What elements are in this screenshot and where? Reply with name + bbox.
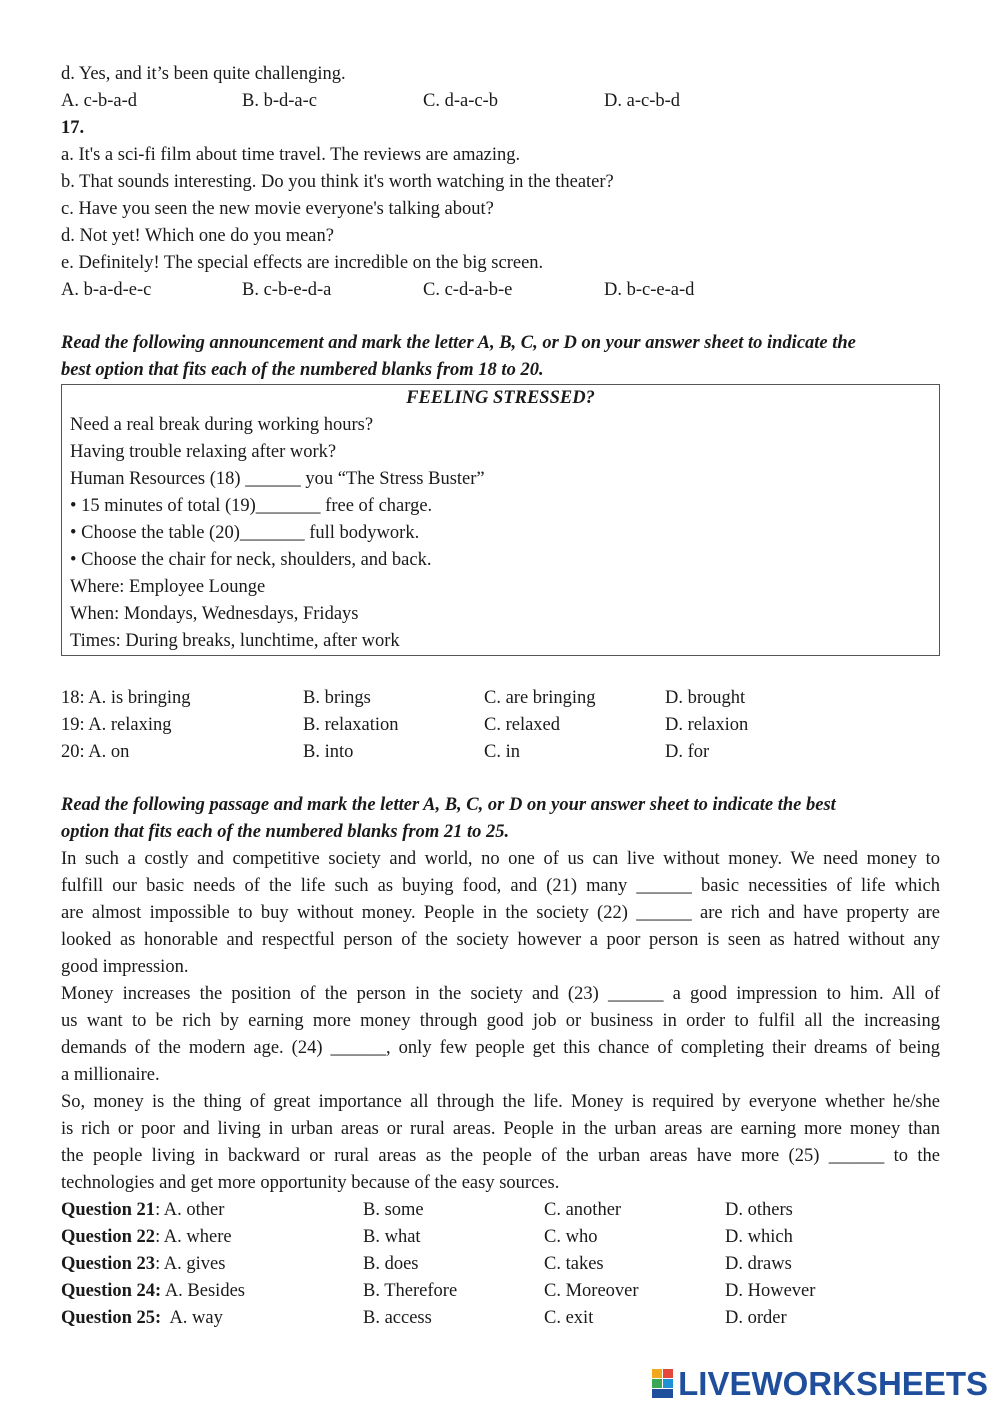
q23-row (61, 1251, 940, 1278)
q16-option-c[interactable]: C. d-a-c-b (423, 91, 498, 111)
q18-option-a[interactable]: 18: A. is bringing (61, 688, 191, 708)
q21-label: Question 21 (61, 1200, 156, 1220)
q23-option-a[interactable]: : A. gives (155, 1254, 226, 1274)
q25-option-d[interactable]: D. order (725, 1308, 787, 1328)
passage-line-blank-22: are almost impossible to buy without money. People in the society (22) ______ are rich and have property are (61, 903, 940, 923)
q17-option-a[interactable]: A. b-a-d-e-c (61, 280, 152, 300)
q25-option-c[interactable]: C. exit (544, 1308, 594, 1328)
q17-option-c[interactable]: C. c-d-a-b-e (423, 280, 513, 300)
q22-option-d[interactable]: D. which (725, 1227, 793, 1247)
passage-line-blank-24: demands of the modern age. (24) ______, only few people get this chance of completing their dreams of being (61, 1038, 940, 1058)
q25-option-a[interactable]: A. way (161, 1308, 223, 1328)
q17-options (61, 277, 940, 304)
q21-row (61, 1197, 940, 1224)
q23-option-b[interactable]: B. does (363, 1254, 419, 1274)
q23-label-group (61, 1251, 363, 1278)
announcement-instruction-line1: Read the following announcement and mark the letter A, B, C, or D on your answer sheet to indicate the (61, 333, 856, 353)
announcement-line: Where: Employee Lounge (70, 577, 266, 597)
q22-label-group (61, 1224, 363, 1251)
q17-line-a: a. It's a sci-fi film about time travel. The reviews are amazing. (61, 145, 521, 165)
passage-line-blank-25: the people living in backward or rural areas as the people of the urban areas have more (25) ______ to the (61, 1146, 940, 1166)
q18-option-d[interactable]: D. brought (665, 688, 746, 708)
q16-option-b[interactable]: B. b-d-a-c (242, 91, 317, 111)
logo-square-icon (652, 1369, 662, 1378)
q19-option-b[interactable]: B. relaxation (303, 715, 399, 735)
q25-option-b[interactable]: B. access (363, 1308, 432, 1328)
announcement-line-blank-20: • Choose the table (20)_______ full bodywork. (70, 523, 420, 543)
q21-option-c[interactable]: C. another (544, 1200, 622, 1220)
q20-option-a[interactable]: 20: A. on (61, 742, 130, 762)
logo-bar-icon (652, 1389, 673, 1398)
q17-line-e: e. Definitely! The special effects are incredible on the big screen. (61, 253, 544, 273)
q23-label: Question 23 (61, 1254, 156, 1274)
q22-row (61, 1224, 940, 1251)
q24-option-a[interactable]: A. Besides (161, 1281, 245, 1301)
passage-line: us want to be rich by earning more money through good job or business in order to fulfil all the increasing (61, 1011, 940, 1031)
liveworksheets-logo[interactable] (652, 1365, 988, 1403)
logo-square-icon (663, 1379, 673, 1388)
q24-option-c[interactable]: C. Moreover (544, 1281, 639, 1301)
q16-option-d[interactable]: D. a-c-b-d (604, 91, 681, 111)
q18-options (61, 685, 940, 712)
passage-line: So, money is the thing of great importance all through the life. Money is required by everyone whether he/she (61, 1092, 940, 1112)
q21-option-b[interactable]: B. some (363, 1200, 424, 1220)
announcement-line-blank-18: Human Resources (18) ______ you “The Stress Buster” (70, 469, 485, 489)
passage-line: is rich or poor and living in urban areas or rural areas. People in the urban areas are earning more money than (61, 1119, 940, 1139)
announcement-title: FEELING STRESSED? (406, 388, 595, 408)
passage-instruction-line2: option that fits each of the numbered blanks from 21 to 25. (61, 822, 510, 842)
passage-line-blank-23: Money increases the position of the person in the society and (23) ______ a good impression to him. All of (61, 984, 940, 1004)
q25-label: Question 25: (61, 1308, 162, 1328)
q19-options (61, 712, 940, 739)
q22-option-c[interactable]: C. who (544, 1227, 598, 1247)
q22-label: Question 22 (61, 1227, 156, 1247)
q25-label-group (61, 1305, 363, 1332)
q23-option-d[interactable]: D. draws (725, 1254, 792, 1274)
q17-line-b: b. That sounds interesting. Do you think it's worth watching in the theater? (61, 172, 614, 192)
passage-line: looked as honorable and respectful person of the society however a poor person is seen as hatred without any (61, 930, 940, 950)
logo-square-icon (652, 1379, 662, 1388)
announcement-line: Having trouble relaxing after work? (70, 442, 337, 462)
q17-option-d[interactable]: D. b-c-e-a-d (604, 280, 695, 300)
q17-line-d: d. Not yet! Which one do you mean? (61, 226, 334, 246)
passage-line: a millionaire. (61, 1065, 160, 1085)
q24-row (61, 1278, 940, 1305)
passage-line: technologies and get more opportunity because of the easy sources. (61, 1173, 560, 1193)
q20-option-b[interactable]: B. into (303, 742, 354, 762)
q20-options (61, 739, 940, 766)
q17-line-c: c. Have you seen the new movie everyone's talking about? (61, 199, 494, 219)
q20-option-c[interactable]: C. in (484, 742, 520, 762)
passage-line: good impression. (61, 957, 189, 977)
passage-instruction-line1: Read the following passage and mark the letter A, B, C, or D on your answer sheet to indicate the best (61, 795, 836, 815)
q24-label: Question 24: (61, 1281, 162, 1301)
q18-option-b[interactable]: B. brings (303, 688, 371, 708)
q21-option-d[interactable]: D. others (725, 1200, 793, 1220)
passage-line-blank-21: fulfill our basic needs of the life such as buying food, and (21) many ______ basic necessities of life which (61, 876, 940, 896)
liveworksheets-logo-text: LIVEWORKSHEETS (678, 1365, 988, 1402)
q19-option-c[interactable]: C. relaxed (484, 715, 561, 735)
q24-label-group (61, 1278, 363, 1305)
q22-option-a[interactable]: : A. where (155, 1227, 232, 1247)
announcement-line: When: Mondays, Wednesdays, Fridays (70, 604, 359, 624)
announcement-box (61, 384, 940, 656)
q16-options (61, 88, 940, 115)
announcement-line: • Choose the chair for neck, shoulders, and back. (70, 550, 432, 570)
announcement-line: Times: During breaks, lunchtime, after work (70, 631, 400, 651)
worksheet-page (61, 61, 940, 1332)
q24-option-b[interactable]: B. Therefore (363, 1281, 458, 1301)
q16-option-a[interactable]: A. c-b-a-d (61, 91, 138, 111)
q18-option-c[interactable]: C. are bringing (484, 688, 596, 708)
q21-label-group (61, 1197, 363, 1224)
q19-option-d[interactable]: D. relaxion (665, 715, 749, 735)
q22-option-b[interactable]: B. what (363, 1227, 421, 1247)
liveworksheets-mark-icon (652, 1369, 674, 1399)
q19-option-a[interactable]: 19: A. relaxing (61, 715, 172, 735)
q20-option-d[interactable]: D. for (665, 742, 710, 762)
passage-text (61, 846, 940, 1197)
announcement-line: Need a real break during working hours? (70, 415, 374, 435)
q24-option-d[interactable]: D. However (725, 1281, 816, 1301)
logo-square-icon (663, 1369, 673, 1378)
q17-number: 17. (61, 118, 85, 138)
q21-option-a[interactable]: : A. other (155, 1200, 225, 1220)
q23-option-c[interactable]: C. takes (544, 1254, 604, 1274)
announcement-instruction-line2: best option that fits each of the numbered blanks from 18 to 20. (61, 360, 544, 380)
q25-row (61, 1305, 940, 1332)
q16-line-d: d. Yes, and it’s been quite challenging. (61, 64, 346, 84)
q17-option-b[interactable]: B. c-b-e-d-a (242, 280, 332, 300)
passage-line: In such a costly and competitive society and world, no one of us can live without money. We need money to (61, 849, 940, 869)
announcement-line-blank-19: • 15 minutes of total (19)_______ free of charge. (70, 496, 433, 516)
